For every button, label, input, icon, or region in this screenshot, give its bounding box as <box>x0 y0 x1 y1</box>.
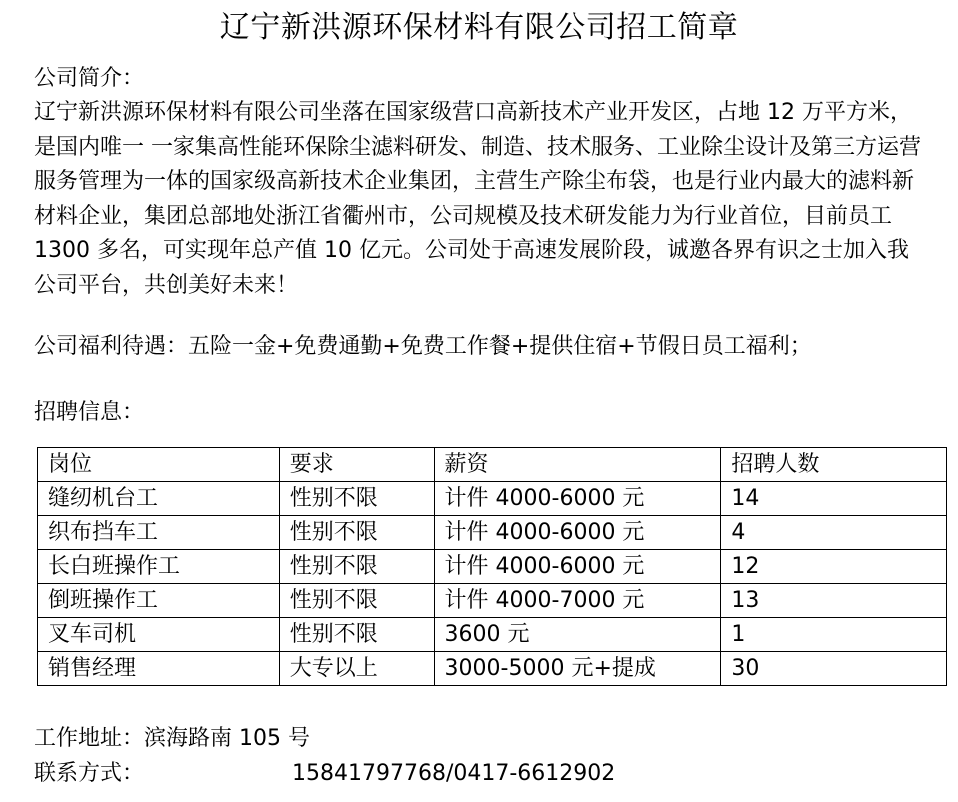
intro-heading: 公司简介： <box>34 66 145 91</box>
cell-position: 叉车司机 <box>38 618 280 652</box>
cell-headcount: 30 <box>721 652 947 686</box>
hiring-heading: 招聘信息： <box>34 400 145 425</box>
table-row <box>38 618 947 652</box>
header-requirement: 要求 <box>279 448 434 482</box>
cell-requirement: 性别不限 <box>279 618 434 652</box>
header-salary: 薪资 <box>434 448 721 482</box>
cell-position: 倒班操作工 <box>38 584 280 618</box>
cell-requirement: 性别不限 <box>279 550 434 584</box>
contact-label: 联系方式： <box>34 761 145 786</box>
cell-requirement: 性别不限 <box>279 584 434 618</box>
cell-salary: 3000-5000 元+提成 <box>434 652 721 686</box>
cell-position: 长白班操作工 <box>38 550 280 584</box>
cell-position: 销售经理 <box>38 652 280 686</box>
intro-body: 辽宁新洪源环保材料有限公司坐落在国家级营口高新技术产业开发区，占地 12 万平方米，是国内唯一 一家集高性能环保除尘滤料研发、制造、技术服务、工业除尘设计及第三方运营服务管理为一体的国家级高新技术企业集团，主营生产除尘布袋，也是行业内最大的滤料新材料企业，集团总部地处浙江省衢州市，公司规模及技术研发能力为行业首位，目前员工 1300 多名，可实现年总产值 10 亿元。公司处于高速发展阶段，诚邀各界有识之士加入我公司平台，共创美好未来！ <box>34 100 921 298</box>
table-row <box>38 516 947 550</box>
cell-headcount: 14 <box>721 482 947 516</box>
table-row <box>38 482 947 516</box>
cell-headcount: 4 <box>721 516 947 550</box>
cell-salary: 3600 元 <box>434 618 721 652</box>
cell-salary: 计件 4000-7000 元 <box>434 584 721 618</box>
work-address: 工作地址：滨海路南 105 号 <box>34 726 310 751</box>
cell-requirement: 大专以上 <box>279 652 434 686</box>
contact-phone: 15841797768/0417-6612902 <box>292 761 616 786</box>
cell-requirement: 性别不限 <box>279 516 434 550</box>
table-row <box>38 584 947 618</box>
jobs-table <box>37 447 947 686</box>
cell-headcount: 12 <box>721 550 947 584</box>
table-row <box>38 652 947 686</box>
page-title: 辽宁新洪源环保材料有限公司招工简章 <box>219 10 739 45</box>
cell-salary: 计件 4000-6000 元 <box>434 516 721 550</box>
cell-position: 缝纫机台工 <box>38 482 280 516</box>
cell-position: 织布挡车工 <box>38 516 280 550</box>
cell-requirement: 性别不限 <box>279 482 434 516</box>
cell-salary: 计件 4000-6000 元 <box>434 482 721 516</box>
header-position: 岗位 <box>38 448 280 482</box>
cell-headcount: 13 <box>721 584 947 618</box>
table-header-row <box>38 448 947 482</box>
header-headcount: 招聘人数 <box>721 448 947 482</box>
cell-headcount: 1 <box>721 618 947 652</box>
benefits-text: 公司福利待遇：五险一金+免费通勤+免费工作餐+提供住宿+节假日员工福利； <box>34 334 812 359</box>
table-row <box>38 550 947 584</box>
cell-salary: 计件 4000-6000 元 <box>434 550 721 584</box>
